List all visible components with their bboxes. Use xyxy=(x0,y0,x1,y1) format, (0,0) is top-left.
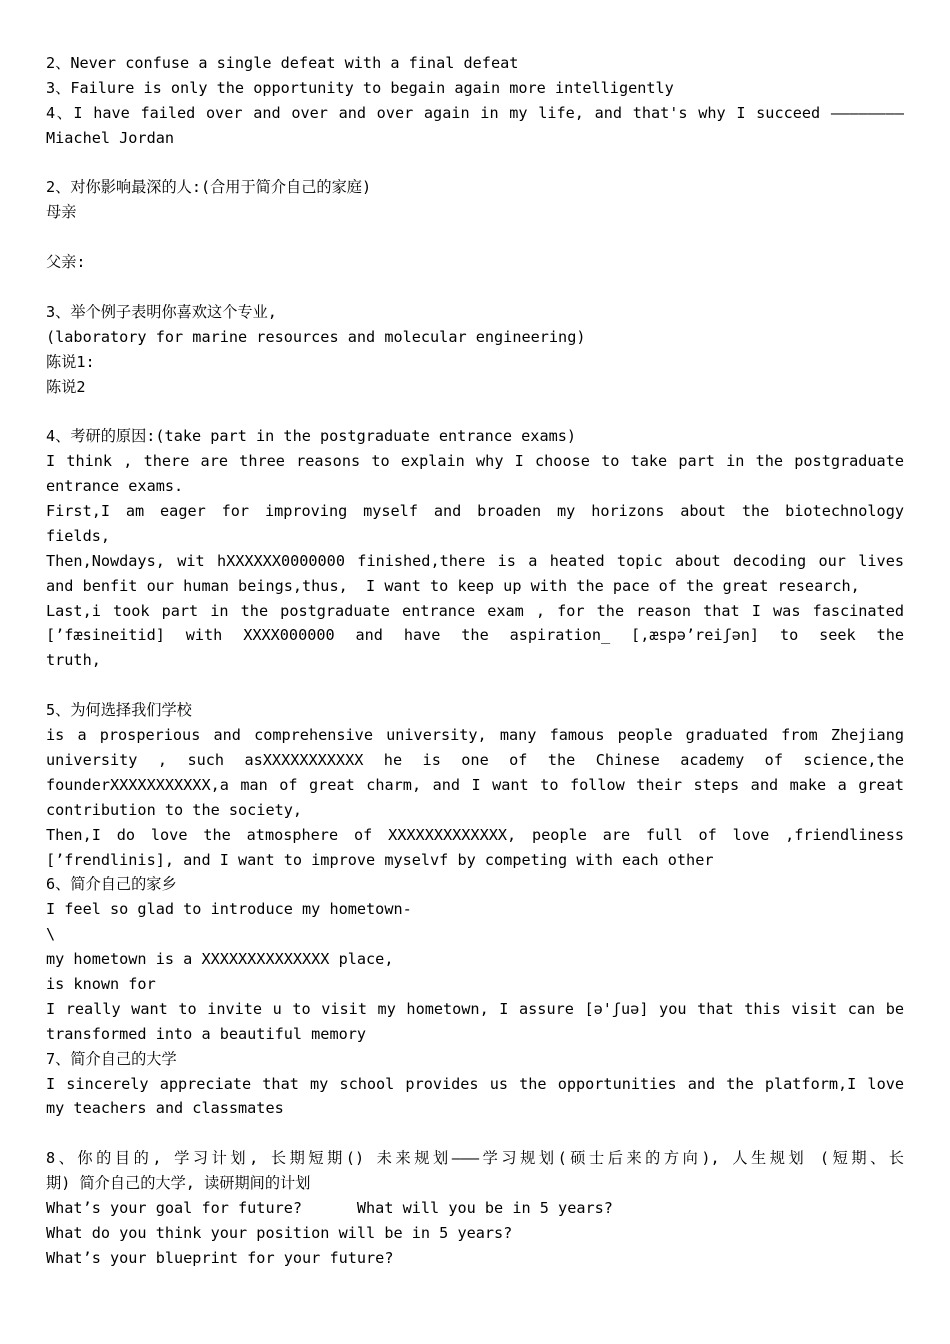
text-line: and benfit our human beings,thus, I want to keep up with the pace of the great research, xyxy=(46,576,860,595)
blank-line xyxy=(46,225,904,250)
text-line: \ xyxy=(46,925,56,944)
blank-line xyxy=(46,275,904,300)
text-line: 陈说2 xyxy=(46,377,86,396)
text-line: First,I am eager for improving myself and broaden my horizons about the biotechnology xyxy=(46,502,904,521)
text-line: What’s your goal for future? What will you be in 5 years? xyxy=(46,1198,613,1217)
text-line: fields, xyxy=(46,526,111,545)
text-line: my hometown is a XXXXXXXXXXXXXX place, xyxy=(46,950,394,969)
text-line: Then,Nowdays, wit hXXXXXX0000000 finished,there is a heated topic about decoding our lives xyxy=(46,551,904,570)
text-line: contribution to the society, xyxy=(46,800,303,819)
blank-line xyxy=(46,399,904,424)
text-line: Miachel Jordan xyxy=(46,128,175,147)
text-line: [’frendlinis], and I want to improve myselvf by competing with each other xyxy=(46,850,714,869)
text-line: university , such asXXXXXXXXXXX he is one of the Chinese academy of science,the xyxy=(46,750,904,769)
text-line: is a prosperious and comprehensive university, many famous people graduated from Zhejiang xyxy=(46,726,904,745)
text-line: is known for xyxy=(46,974,156,993)
blank-line xyxy=(46,1121,904,1146)
text-line: I sincerely appreciate that my school provides us the opportunities and the platform,I love xyxy=(46,1074,904,1093)
text-line: transformed into a beautiful memory xyxy=(46,1024,367,1043)
text-line: What’s your blueprint for your future? xyxy=(46,1248,394,1267)
text-line: Then,I do love the atmosphere of XXXXXXXXXXXXX, people are full of love ,friendliness xyxy=(46,825,904,844)
text-line: 3、Failure is only the opportunity to begain again more intelligently xyxy=(46,78,674,97)
text-line: [’fæsineitid] with XXXX000000 and have the aspiration_ [,æspə’reiʃən] to seek the xyxy=(46,626,904,645)
section-heading: 8、你的目的, 学习计划, 长期短期() 未来规划———学习规划(硕士后来的方向), 人生规划 (短期、长 xyxy=(46,1149,904,1168)
text-line: 陈说1: xyxy=(46,352,95,371)
text-line: I think , there are three reasons to explain why I choose to take part in the postgraduate xyxy=(46,452,904,471)
text-line: 母亲 xyxy=(46,203,77,222)
text-line: (laboratory for marine resources and molecular engineering) xyxy=(46,327,586,346)
blank-line xyxy=(46,673,904,698)
text-line: I feel so glad to introduce my hometown- xyxy=(46,900,412,919)
section-heading: 7、简介自己的大学 xyxy=(46,1049,177,1068)
text-line: 4、I have failed over and over and over again in my life, and that's why I succeed ———————— xyxy=(46,103,904,122)
text-line: 2、Never confuse a single defeat with a final defeat xyxy=(46,54,519,72)
text-line: Last,i took part in the postgraduate entrance exam , for the reason that I was fascinated xyxy=(46,601,904,620)
section-heading: 2、对你影响最深的人:(合用于简介自己的家庭) xyxy=(46,178,372,197)
section-heading: 4、考研的原因:(take part in the postgraduate entrance exams) xyxy=(46,427,577,446)
section-heading: 5、为何选择我们学校 xyxy=(46,701,192,720)
text-line: entrance exams. xyxy=(46,477,184,496)
section-heading: 3、举个例子表明你喜欢这个专业, xyxy=(46,302,277,321)
section-heading: 6、简介自己的家乡 xyxy=(46,875,177,894)
text-line: 父亲: xyxy=(46,253,86,272)
text-line: 期) 简介自己的大学, 读研期间的计划 xyxy=(46,1174,311,1193)
text-line: What do you think your position will be in 5 years? xyxy=(46,1223,513,1242)
blank-line xyxy=(46,151,904,176)
text-line: truth, xyxy=(46,651,101,670)
text-line: my teachers and classmates xyxy=(46,1099,284,1118)
text-line: founderXXXXXXXXXXX,a man of great charm, and I want to follow their steps and make a great xyxy=(46,775,904,794)
document-page xyxy=(46,51,904,1271)
text-line: I really want to invite u to visit my hometown, I assure [ə'ʃuə] you that this visit can be xyxy=(46,999,904,1018)
